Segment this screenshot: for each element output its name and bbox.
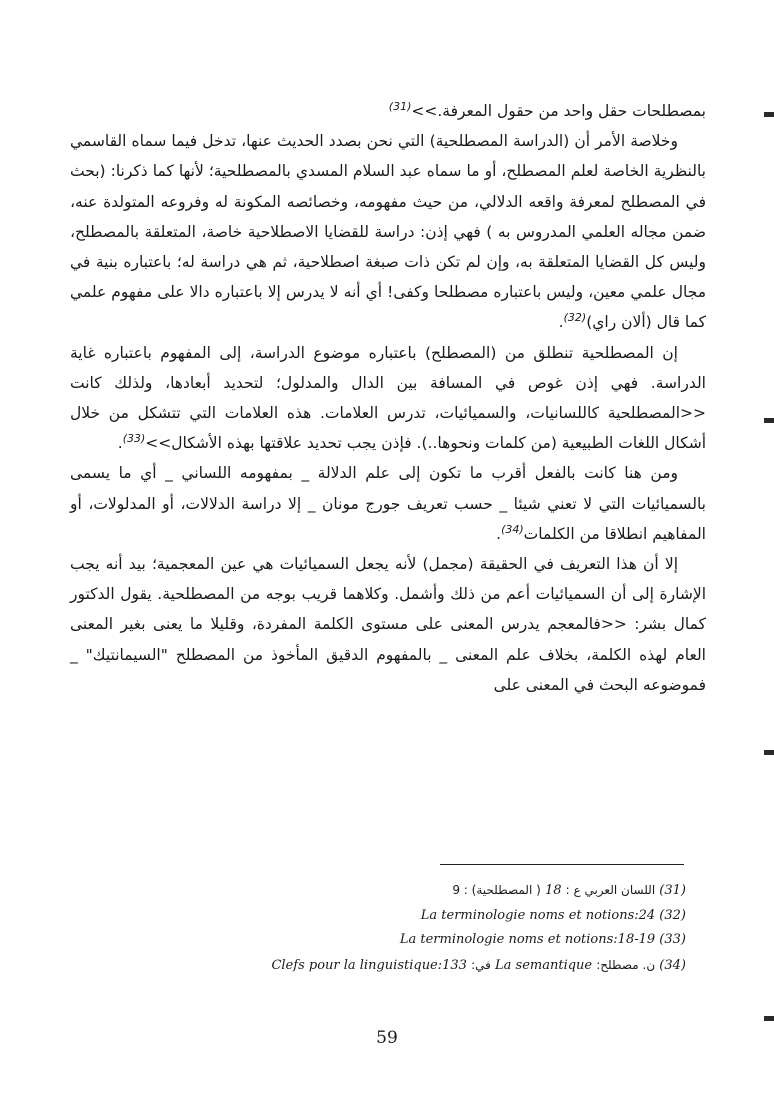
footnote-issue: 18 [544, 883, 562, 898]
paragraph-text: إن المصطلحية تنطلق من (المصطلح) باعتباره موضوع الدراسة، إلى المفهوم باعتباره غاية الدراسة. فهي إذن غوص في المسافة بين الدال والمدلول؛ لتحديد أبعادها، ولذلك كانت <<المصطلحية كاللسانيات، والسميائيات، تدرس العلامات. هذه العلامات التي تتشكل من خلال أشكال اللغات الطبيعية (من كلمات ونحوها..). فإذن يجب تحديد علاقتها بهذه الأشكال>> [70, 343, 706, 453]
main-text [70, 96, 706, 700]
scan-edge-mark [764, 112, 774, 117]
footnote-ref-33: (33) [122, 432, 146, 446]
footnote-number: (34) [659, 957, 686, 973]
scan-edge-mark [764, 750, 774, 755]
footnote-34 [240, 953, 686, 979]
footnote-source: اللسان العربي ع : [565, 883, 656, 897]
footnote-tail: ( المصطلحية) : 9 [452, 883, 541, 897]
footnote-33 [240, 928, 686, 953]
footnote-ref-31: (31) [388, 99, 412, 113]
paragraph-text: وخلاصة الأمر أن (الدراسة المصطلحية) التي نحن بصدد الحديث عنها، تدخل فيما سماه القاسمي بالنظرية الخاصة لعلم المصطلح، أو ما سماه عبد السلام المسدي بالمصطلحية؛ لأنها كما ذكرنا: (بحث في المصطلح لمعرفة واقعه الدلالي، من حيث مفهومه، وخصائصه المكونة له وفروعه المتولدة عنه، ضمن مجاله العلمي المدروس به ) فهي إذن: دراسة للقضايا الاصطلاحية خاصة، المتعلقة بالمصطلح، وليس كل القضايا المتعلقة به، وإن لم تكن ذات صبغة اصطلاحية، ثم هي دراسة له؛ باعتباره بنية في مجال علمي معين، وليس باعتباره مصطلحا وكفى! أي أنه لا يدرس إلا باعتباره دالا على مفهوم علمي كما قال (ألان راي) [70, 132, 706, 332]
paragraph-3: إن المصطلحية تنطلق من (المصطلح) باعتباره موضوع الدراسة، إلى المفهوم باعتباره غاية الدراسة. فهي إذن غوص في المسافة بين الدال والمدلول؛ لتحديد أبعادها، ولذلك كانت <<المصطلحية كاللسانيات، والسميائيات، تدرس العلامات. هذه العلامات التي تتشكل من خلال أشكال اللغات الطبيعية (من كلمات ونحوها..). فإذن يجب تحديد علاقتها بهذه الأشكال>>$^{(33)}$. [70, 343, 706, 453]
footnote-prefix: ن. مصطلح: [596, 957, 656, 972]
footnote-number: (33) [659, 932, 686, 947]
paragraph-2: وخلاصة الأمر أن (الدراسة المصطلحية) التي نحن بصدد الحديث عنها، تدخل فيما سماه القاسمي بالنظرية الخاصة لعلم المصطلح، أو ما سماه عبد السلام المسدي بالمصطلحية؛ لأنها كما ذكرنا: (بحث في المصطلح لمعرفة واقعه الدلالي، من حيث مفهومه، وخصائصه المكونة له وفروعه المتولدة عنه، ضمن مجاله العلمي المدروس به ) فهي إذن: دراسة للقضايا الاصطلاحية خاصة، المتعلقة بالمصطلح، وليس كل القضايا المتعلقة به، وإن لم تكن ذات صبغة اصطلاحية، ثم هي دراسة له؛ باعتباره بنية في مجال علمي معين، وليس باعتباره مصطلحا وكفى! أي أنه لا يدرس إلا باعتباره دالا على مفهوم علمي كما قال (ألان راي)$^{(32)}$. [70, 132, 706, 332]
scan-edge-mark [764, 1016, 774, 1021]
footnote-term: La semantique [495, 957, 593, 973]
footnote-number: (31) [659, 883, 686, 898]
footnote-32 [240, 904, 686, 929]
paragraph-4: ومن هنا كانت بالفعل أقرب ما تكون إلى علم الدلالة _ بمفهومه اللساني _ أي ما يسمى بالسميائيات التي لا تعني شيئا _ حسب تعريف جورج مونان _ إلا دراسة الدلالات، أو المدلولات، أو المفاهيم انطلاقا من الكلمات$^{(34)}$. [70, 464, 706, 543]
footnote-reference: La terminologie noms et notions:18-19 [399, 932, 656, 947]
scan-edge-mark [764, 418, 774, 423]
paragraph-5 [70, 549, 706, 700]
footnote-ref-34: (34) [501, 522, 524, 536]
footnote-number: (32) [659, 907, 686, 923]
paragraph-text: بمصطلحات حقل واحد من حقول المعرفة.>> [411, 102, 706, 120]
footnote-reference: Clefs pour la linguistique:133 [271, 957, 467, 973]
footnote-31 [240, 878, 686, 904]
footnotes [240, 878, 686, 978]
footnote-separator [440, 864, 684, 865]
footnote-reference: La terminologie noms et notions:24 [420, 907, 656, 923]
footnote-in: في: [471, 957, 491, 972]
paragraph-text: ومن هنا كانت بالفعل أقرب ما تكون إلى علم الدلالة _ بمفهومه اللساني _ أي ما يسمى بالسميائيات التي لا تعني شيئا _ حسب تعريف جورج مونان _ إلا دراسة الدلالات، أو المدلولات، أو المفاهيم انطلاقا من الكلمات [70, 464, 706, 543]
paragraph-1 [70, 96, 706, 126]
footnote-ref-32: (32) [563, 311, 587, 325]
paragraph-text: إلا أن هذا التعريف في الحقيقة (مجمل) لأنه يجعل السميائيات هي عين المعجمية؛ بيد أنه يجب الإشارة إلى أن السميائيات أعم من ذلك وأشمل. وكلاهما قريب بوجه من المصطلحية. يقول الدكتور كمال بشر: <<فالمعجم يدرس المعنى على مستوى الكلمة المفردة، وقليلا ما يعنى بغير المعنى العام لهذه الكلمة، بخلاف علم المعنى _ بالمفهوم الدقيق المأخوذ من المصطلح "السيمانتيك" _ فموضوعه البحث في المعنى على [70, 555, 706, 694]
page-number: 59 [376, 1028, 398, 1048]
